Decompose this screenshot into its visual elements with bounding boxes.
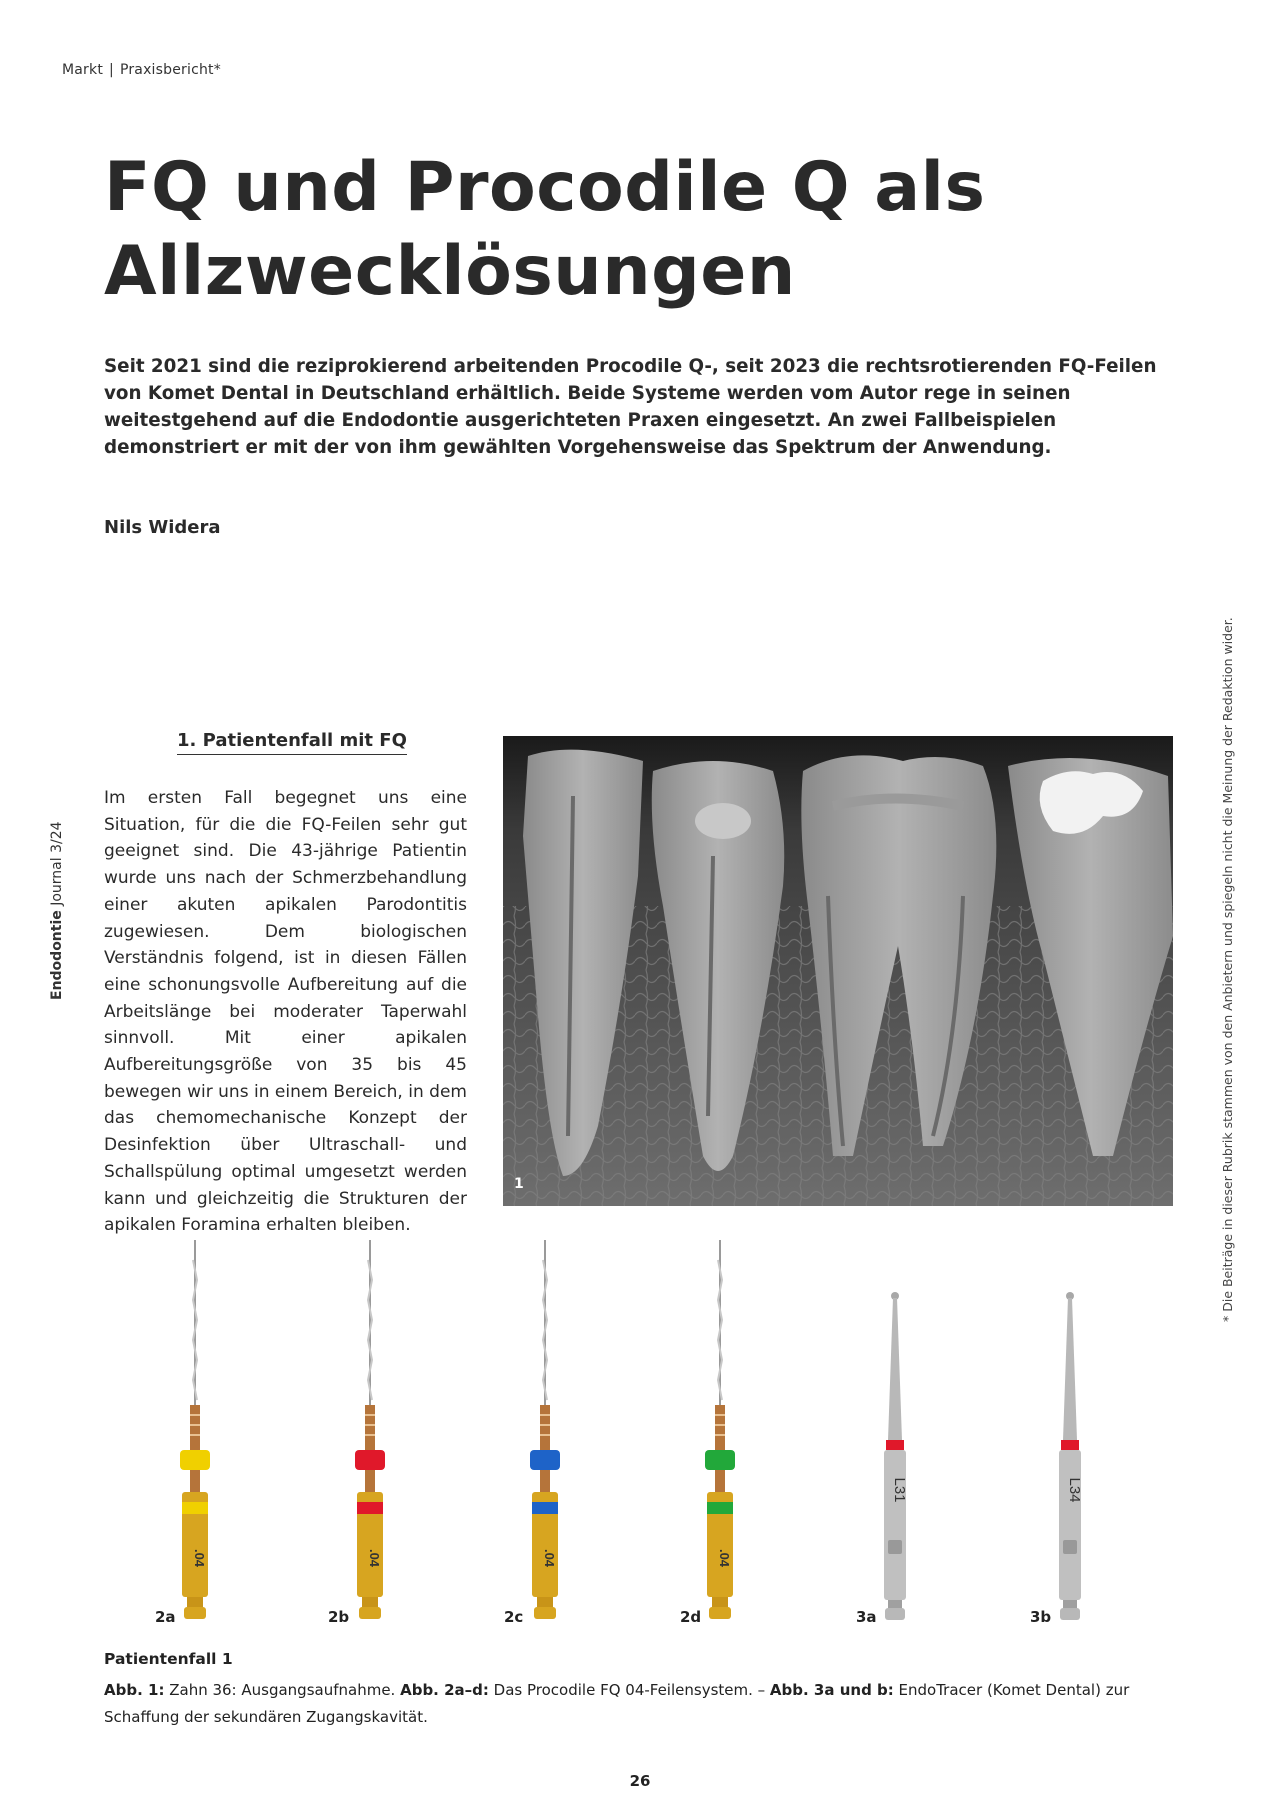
journal-name: Endodontie [49, 910, 65, 1000]
caption-abb1-text: Zahn 36: Ausgangsaufnahme. [164, 1681, 401, 1699]
figure-label-2d: 2d [680, 1608, 702, 1626]
disclaimer-sidebar: * Die Beiträge in dieser Rubrik stammen von den Anbietern und spiegeln nicht die Meinung der Redaktion wider. [1220, 617, 1235, 1322]
file-2a [160, 1240, 230, 1640]
endotracer-3b [1035, 1240, 1105, 1640]
caption-abb1-label: Abb. 1: [104, 1681, 165, 1699]
figure-caption [104, 1677, 1184, 1730]
caption-abb3-label: Abb. 3a und b: [769, 1681, 894, 1699]
page-number: 26 [629, 1772, 651, 1790]
article-intro: Seit 2021 sind die reziprokierend arbeitenden Procodile Q-, seit 2023 die rechtsrotierenden FQ-Feilen von Komet Dental in Deutschland erhältlich. Beide Systeme werden vom Autor rege in seinen weitestgehend auf die Endodontie ausgerichteten Praxen eingesetzt. An zwei Fallbeispielen demonstriert er mit der von ihm gewählten Vorgehensweise das Spektrum der Anwendung. [104, 356, 1157, 458]
svg-text:.04: .04 [717, 1548, 732, 1568]
figure-label-2c: 2c [504, 1608, 524, 1626]
caption-abb2-text: Das Procodile FQ 04-Feilensystem. – [488, 1681, 770, 1699]
figure-label-3b: 3b [1030, 1608, 1052, 1626]
section-name: Markt [62, 62, 104, 78]
caption-title: Patientenfall 1 [104, 1650, 233, 1668]
svg-text:.04: .04 [367, 1548, 382, 1568]
xray-image [503, 736, 1173, 1206]
journal-issue: Journal 3/24 [49, 821, 65, 906]
figure-1-label: 1 [514, 1176, 524, 1192]
svg-text:L31: L31 [891, 1477, 908, 1503]
figure-label-3a: 3a [856, 1608, 877, 1626]
category-name: Praxisbericht* [119, 62, 221, 78]
caption-abb2-label: Abb. 2a–d: [400, 1681, 489, 1699]
svg-text:L34: L34 [1066, 1477, 1083, 1503]
svg-text:.04: .04 [192, 1548, 207, 1568]
journal-sidebar [49, 821, 65, 1000]
separator: | [109, 62, 114, 78]
article-title: FQ und Procodile Q als Allzwecklösungen [104, 148, 986, 311]
article-body: Im ersten Fall begegnet uns eine Situation, für die die FQ-Feilen sehr gut geeignet sind. Die 43-jährige Patientin wurde uns nach der Schmerzbehandlung einer akuten apikalen Parodontitis zugewiesen. Dem biologischen Verständnis folgend, ist in diesen Fällen eine schonungsvolle Aufbereitung auf die Arbeitslänge bei moderater Taperwahl sinnvoll. Mit einer apikalen Aufbereitungsgröße von 35 bis 45 bewegen wir uns in einem Bereich, in dem das chemomechanische Konzept der Desinfektion über Ultraschall- und Schallspülung optimal umgesetzt werden kann und gleichzeitig die Strukturen der apikalen Foramina erhalten bleiben. [104, 788, 467, 1236]
endotracer-3a [860, 1240, 930, 1640]
caption-abb3-text: EndoTracer (Komet Dental) zur Schaffung der sekundären Zugangskavität. [104, 1681, 1130, 1726]
file-2c [510, 1240, 580, 1640]
file-2b [335, 1240, 405, 1640]
svg-text:.04: .04 [542, 1548, 557, 1568]
running-head [62, 62, 221, 78]
article-author: Nils Widera [104, 517, 221, 538]
figure-label-2a: 2a [155, 1608, 176, 1626]
figure-label-2b: 2b [328, 1608, 350, 1626]
file-2d [685, 1240, 755, 1640]
section-heading: 1. Patientenfall mit FQ [177, 730, 407, 755]
